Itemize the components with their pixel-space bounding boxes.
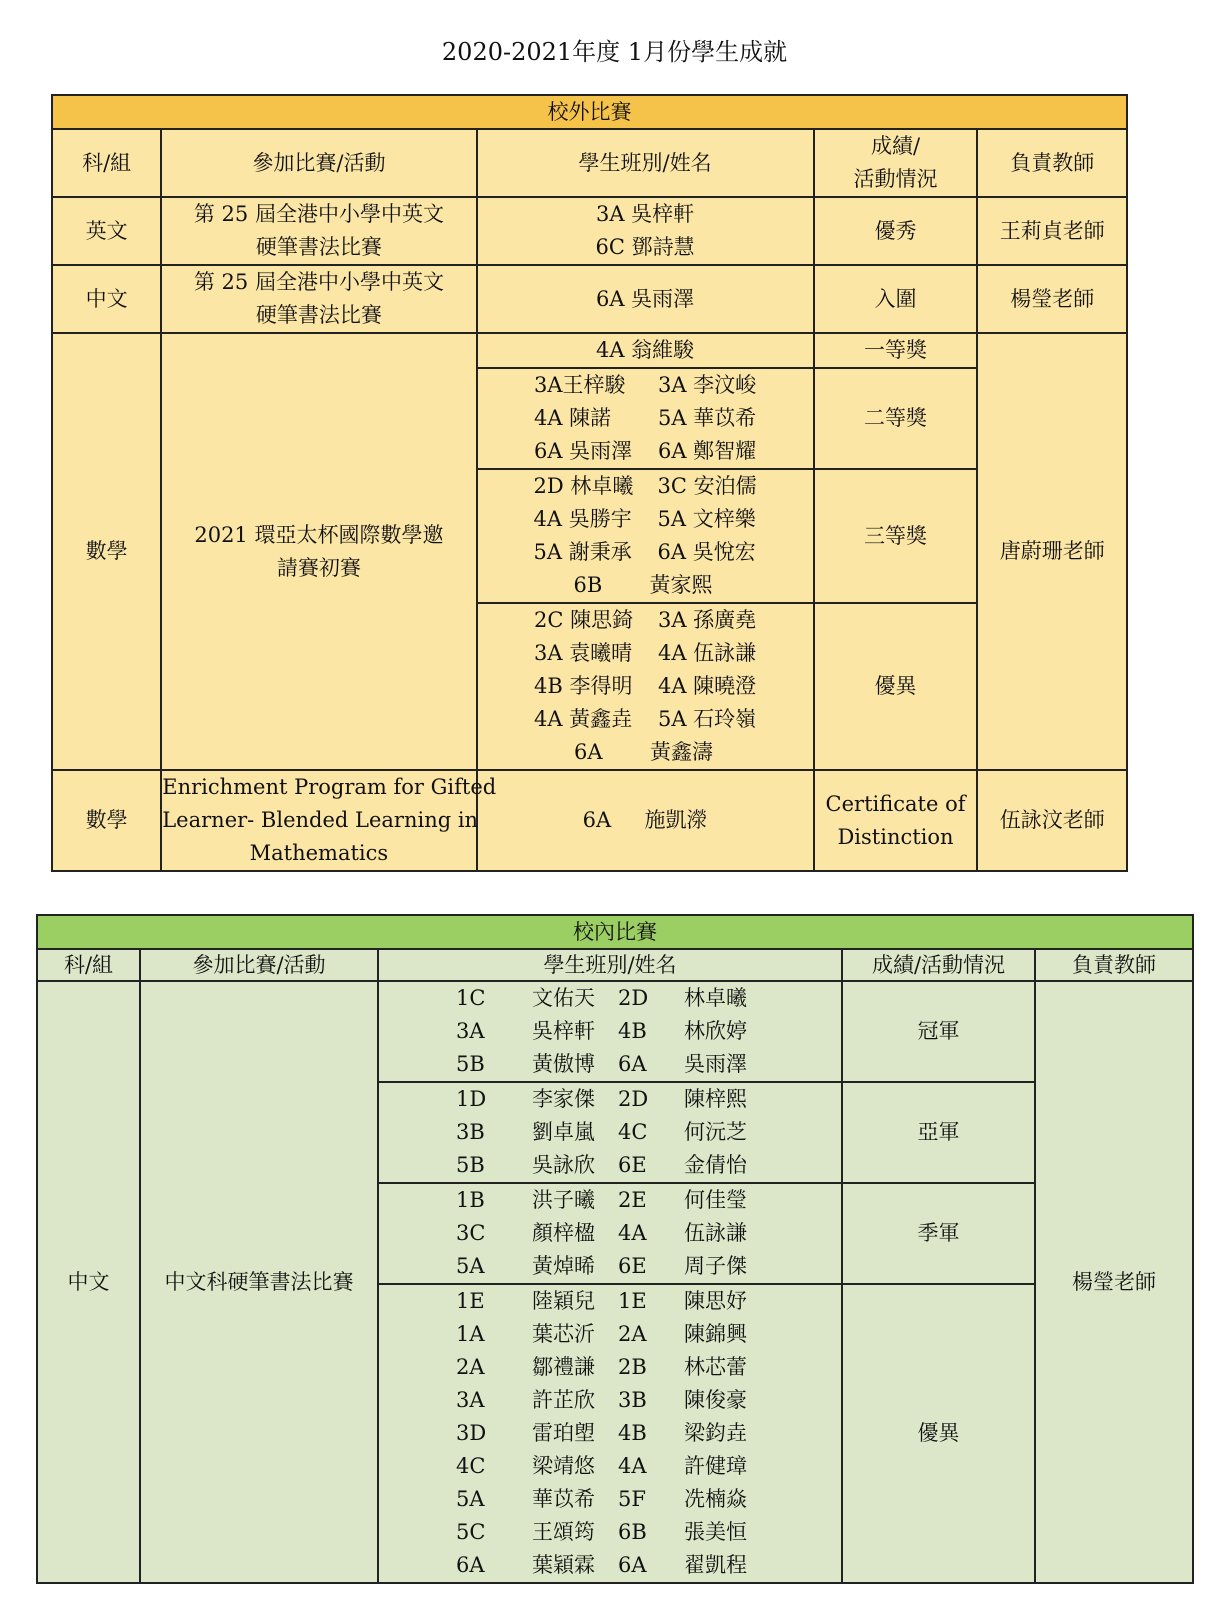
student-line [456, 982, 764, 1015]
student-name: 陳錦興 [684, 1322, 747, 1346]
student-line [534, 536, 757, 569]
students-cell [477, 368, 814, 469]
student-entry: 3A 孫廣堯 [657, 608, 757, 632]
col-result [814, 129, 978, 197]
col-result-l2: 活動情況 [853, 167, 938, 191]
student-entry: 6B [573, 573, 603, 597]
student-name: 吳雨澤 [684, 1052, 747, 1076]
student-line [456, 1116, 764, 1149]
student-name: 林欣婷 [684, 1019, 747, 1043]
student-class: 1A [456, 1322, 485, 1346]
student-entry: 6A 吳雨澤 [533, 439, 633, 463]
student-entry: 5A 華苡希 [657, 406, 757, 430]
subject-cell: 英文 [52, 197, 161, 265]
student-class: 2E [618, 1188, 647, 1212]
student-class: 6B [618, 1520, 647, 1544]
student-name: 梁鈞垚 [684, 1421, 747, 1445]
student-list [456, 1184, 764, 1283]
student-name: 施凱濴 [644, 808, 708, 832]
teacher-cell: 王莉貞老師 [977, 197, 1127, 265]
student-line [456, 1318, 764, 1351]
student-name: 翟凱程 [684, 1553, 747, 1577]
student-entry: 6A [573, 740, 603, 764]
event-line: 第 25 屆全港中小學中英文 [193, 270, 444, 294]
result-cell: 冠軍 [842, 981, 1035, 1082]
student-name: 林芯蕾 [684, 1355, 747, 1379]
col-result: 成績/活動情況 [842, 949, 1035, 981]
student-name: 周子傑 [684, 1254, 747, 1278]
result-cell: 入圍 [814, 265, 978, 333]
external-header: 校外比賽 [52, 95, 1127, 129]
student-class: 4C [618, 1120, 648, 1144]
student-class: 6A [618, 1052, 647, 1076]
student-entry: 2C 陳思錡 [533, 608, 634, 632]
col-students: 學生班別/姓名 [477, 129, 814, 197]
result-cell: 二等獎 [814, 368, 978, 469]
event-line: 硬筆書法比賽 [255, 303, 382, 327]
col-subject: 科/組 [37, 949, 140, 981]
student-entry: 6A 吳悅宏 [657, 540, 756, 564]
student-class: 1D [456, 1087, 487, 1111]
result-cell: 三等獎 [814, 469, 978, 603]
subject-cell: 數學 [52, 333, 161, 770]
result-cell: 優秀 [814, 197, 978, 265]
result-cell: 一等獎 [814, 333, 978, 368]
external-competitions-table [51, 94, 1128, 872]
student-list [534, 604, 756, 769]
student-name: 何佳瑩 [684, 1188, 747, 1212]
subject-cell: 中文 [52, 265, 161, 333]
student-list [456, 1083, 764, 1182]
student-class: 5A [456, 1254, 485, 1278]
student-line: 3A 吳梓軒 [595, 202, 695, 226]
student-line [534, 703, 756, 736]
student-class: 5B [456, 1153, 485, 1177]
student-line [534, 569, 757, 602]
student-name: 吳詠欣 [532, 1153, 595, 1177]
student-list [534, 470, 757, 602]
event-line: 2021 環亞太杯國際數學邀 [194, 522, 444, 547]
student-name: 許健璋 [684, 1454, 747, 1478]
event-cell [161, 333, 476, 770]
student-entry: 3A 袁曦晴 [533, 641, 633, 665]
table-row [52, 265, 1127, 333]
student-class: 2A [618, 1322, 647, 1346]
event-cell: 中文科硬筆書法比賽 [140, 981, 378, 1583]
student-name: 伍詠謙 [684, 1221, 747, 1245]
result-line: Distinction [837, 824, 954, 849]
student-name: 冼楠焱 [684, 1487, 747, 1511]
event-line: 請賽初賽 [276, 555, 361, 580]
students-cell [378, 1284, 842, 1583]
students-cell [378, 1183, 842, 1284]
col-teacher: 負責教師 [977, 129, 1127, 197]
event-line: Learner- Blended Learning in [162, 808, 479, 832]
student-class: 4A [618, 1454, 647, 1478]
event-line: Enrichment Program for Gifted [162, 775, 497, 799]
student-line [456, 1250, 764, 1283]
student-class: 3B [456, 1120, 485, 1144]
col-teacher: 負責教師 [1035, 949, 1193, 981]
student-entry: 5A 謝秉承 [533, 540, 632, 564]
student-class: 1E [456, 1289, 485, 1313]
student-name: 梁靖悠 [532, 1454, 595, 1478]
student-entry: 4A 吳勝宇 [533, 507, 632, 531]
student-line [456, 1384, 764, 1417]
students-cell [378, 1082, 842, 1183]
student-line [456, 1285, 764, 1318]
student-list [534, 369, 756, 468]
student-name: 華苡希 [532, 1487, 595, 1511]
student-line [534, 604, 756, 637]
student-name: 葉芯沂 [532, 1322, 595, 1346]
student-class: 4C [456, 1454, 486, 1478]
student-name: 顏梓楹 [532, 1221, 595, 1245]
student-class: 3A [456, 1019, 485, 1043]
student-class: 1C [456, 986, 486, 1010]
student-line [456, 1217, 764, 1250]
student-entry: 4A 陳諾 [533, 406, 612, 430]
col-event: 參加比賽/活動 [140, 949, 378, 981]
student-entry: 6A 鄭智耀 [657, 439, 757, 463]
student-class: 5B [456, 1052, 485, 1076]
col-students: 學生班別/姓名 [378, 949, 842, 981]
student-entry: 4B 李得明 [533, 674, 633, 698]
student-class: 6E [618, 1153, 647, 1177]
col-event: 參加比賽/活動 [161, 129, 476, 197]
student-name: 王頌筠 [532, 1520, 595, 1544]
student-entry: 2D 林卓曦 [533, 474, 634, 498]
student-list [456, 982, 764, 1081]
student-line [534, 402, 756, 435]
student-name: 許芷欣 [532, 1388, 595, 1412]
result-cell [814, 770, 978, 871]
student-entry: 4A 伍詠謙 [657, 641, 757, 665]
students-cell [477, 197, 814, 265]
student-line [456, 1417, 764, 1450]
student-class: 4A [618, 1221, 647, 1245]
event-line: Mathematics [249, 841, 389, 865]
students-cell [378, 981, 842, 1082]
student-line [456, 1184, 764, 1217]
student-class: 4B [618, 1421, 647, 1445]
student-class: 2A [456, 1355, 485, 1379]
student-line [534, 736, 756, 769]
col-result-l1: 成績/ [870, 134, 921, 158]
student-class: 5C [456, 1520, 486, 1544]
student-line [534, 670, 756, 703]
student-class: 3D [456, 1421, 487, 1445]
student-line [456, 1351, 764, 1384]
student-line: 6C 鄧詩慧 [595, 235, 695, 259]
event-line: 硬筆書法比賽 [255, 235, 382, 259]
student-class: 2D [618, 986, 649, 1010]
student-name: 雷珀塱 [532, 1421, 595, 1445]
subject-cell: 數學 [52, 770, 161, 871]
student-line [534, 503, 757, 536]
students-cell [477, 770, 814, 871]
student-name: 陳思妤 [684, 1289, 747, 1313]
student-class: 1B [456, 1188, 485, 1212]
student-name: 陳梓熙 [684, 1087, 747, 1111]
student-entry: 5A 文梓樂 [657, 507, 756, 531]
student-class: 4B [618, 1019, 647, 1043]
student-name: 林卓曦 [684, 986, 747, 1010]
student-name: 洪子曦 [532, 1188, 595, 1212]
student-line [456, 1149, 764, 1182]
table-row [52, 770, 1127, 871]
student-line [534, 637, 756, 670]
event-line: 第 25 屆全港中小學中英文 [193, 202, 444, 226]
student-line [534, 369, 756, 402]
students-cell: 4A 翁維駿 [477, 333, 814, 368]
student-line [456, 1549, 764, 1582]
student-class: 5A [456, 1487, 485, 1511]
student-list [456, 1285, 764, 1582]
student-name: 陸穎兒 [532, 1289, 595, 1313]
teacher-cell: 楊瑩老師 [977, 265, 1127, 333]
student-class: 6A [582, 808, 612, 832]
result-line: Certificate of [825, 791, 966, 816]
result-cell: 亞軍 [842, 1082, 1035, 1183]
students-cell: 6A 吳雨澤 [477, 265, 814, 333]
student-class: 3A [456, 1388, 485, 1412]
student-entry: 黃鑫濤 [649, 740, 713, 764]
student-name: 鄒禮謙 [532, 1355, 595, 1379]
student-line [534, 435, 756, 468]
internal-competitions-table [36, 914, 1194, 1584]
student-class: 3C [456, 1221, 486, 1245]
table-row [52, 333, 1127, 368]
student-line [456, 1450, 764, 1483]
student-name: 陳俊豪 [684, 1388, 747, 1412]
student-entry: 4A 陳曉澄 [657, 674, 757, 698]
student-name: 劉卓嵐 [532, 1120, 595, 1144]
students-cell [477, 469, 814, 603]
event-cell [161, 265, 476, 333]
student-class: 6A [456, 1553, 485, 1577]
event-cell [161, 197, 476, 265]
student-class: 6A [618, 1553, 647, 1577]
teacher-cell: 楊瑩老師 [1035, 981, 1193, 1583]
student-name: 金倩怡 [684, 1153, 747, 1177]
student-line [456, 1048, 764, 1081]
internal-header: 校內比賽 [37, 915, 1193, 949]
student-class: 6E [618, 1254, 647, 1278]
table-row [52, 197, 1127, 265]
teacher-cell: 伍詠汶老師 [977, 770, 1127, 871]
student-class: 3B [618, 1388, 647, 1412]
student-line [456, 1015, 764, 1048]
result-cell: 優異 [814, 603, 978, 770]
student-entry: 5A 石玲嶺 [657, 707, 757, 731]
student-name: 黃傲博 [532, 1052, 595, 1076]
student-name: 何沅芝 [684, 1120, 747, 1144]
subject-cell: 中文 [37, 981, 140, 1583]
page-title: 2020-2021年度 1月份學生成就 [441, 38, 788, 66]
teacher-cell: 唐蔚珊老師 [977, 333, 1127, 770]
student-entry: 黃家熙 [649, 573, 713, 597]
students-cell [477, 603, 814, 770]
student-name: 黃焯晞 [532, 1254, 595, 1278]
col-subject: 科/組 [52, 129, 161, 197]
student-entry: 3A王梓駿 [533, 373, 626, 397]
result-cell: 優異 [842, 1284, 1035, 1583]
student-class: 2B [618, 1355, 647, 1379]
student-class: 1E [618, 1289, 647, 1313]
student-name: 文佑天 [532, 986, 595, 1010]
student-entry: 3C 安泊儒 [657, 474, 757, 498]
student-entry: 4A 黃鑫垚 [533, 707, 633, 731]
student-line [456, 1083, 764, 1116]
result-cell: 季軍 [842, 1183, 1035, 1284]
student-line [456, 1483, 764, 1516]
student-name: 葉穎霖 [532, 1553, 595, 1577]
student-line [456, 1516, 764, 1549]
student-line [534, 470, 757, 503]
student-entry: 3A 李汶峻 [657, 373, 757, 397]
event-cell [161, 770, 497, 871]
student-name: 吳梓軒 [532, 1019, 595, 1043]
table-row [37, 981, 1193, 1082]
student-name: 李家傑 [532, 1087, 595, 1111]
student-name: 張美恒 [684, 1520, 747, 1544]
student-class: 2D [618, 1087, 649, 1111]
student-class: 5F [618, 1487, 646, 1511]
